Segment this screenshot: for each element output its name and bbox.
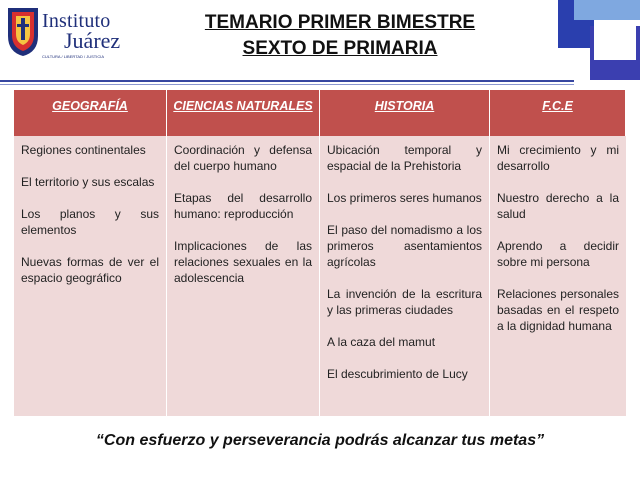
topic-item: Ubicación temporal y espacial de la Prehistoria — [327, 143, 482, 173]
topic-item: Implicaciones de las relaciones sexuales en la adolescencia — [174, 239, 312, 285]
motivational-quote: “Con esfuerzo y perseverancia podrás alcanzar tus metas” — [95, 432, 545, 449]
decorative-squares — [550, 0, 640, 80]
topic-item: El descubrimiento de Lucy — [327, 367, 468, 381]
topic-item: El territorio y sus escalas — [21, 175, 155, 189]
column-header-geografia: GEOGRAFÍA — [14, 90, 167, 136]
page-title — [160, 10, 520, 62]
logo-name-line2: Juárez — [64, 28, 121, 53]
topic-item: Los planos y sus elementos — [21, 207, 159, 237]
logo-name-line1: Instituto — [42, 10, 111, 32]
column-cell-geografia — [14, 136, 167, 416]
column-header-historia: HISTORIA — [320, 90, 490, 136]
topic-item: Coordinación y defensa del cuerpo humano — [174, 143, 312, 173]
topic-item: Regiones continentales — [21, 143, 146, 157]
column-header-ciencias-naturales: CIENCIAS NATURALES — [167, 90, 320, 136]
topic-item: El paso del nomadismo a los primeros asentamientos agrícolas — [327, 223, 482, 269]
syllabus-table — [14, 90, 626, 416]
topic-item: Nuevas formas de ver el espacio geográfico — [21, 255, 159, 285]
crest-icon — [6, 6, 40, 58]
topic-item: Nuestro derecho a la salud — [497, 191, 619, 221]
column-cell-historia — [320, 136, 490, 416]
column-cell-fce — [490, 136, 626, 416]
title-line1: TEMARIO PRIMER BIMESTRE — [204, 12, 476, 33]
topic-item: Mi crecimiento y mi desarrollo — [497, 143, 619, 173]
logo-motto: CULTURA / LIBERTAD / JUSTICIA — [42, 54, 105, 59]
topic-item: Etapas del desarrollo humano: reproducción — [174, 191, 312, 221]
topic-item: Aprendo a decidir sobre mi persona — [497, 239, 619, 269]
deco-square — [594, 20, 636, 60]
topic-item: La invención de la escritura y las primeras ciudades — [327, 287, 482, 317]
topic-item: A la caza del mamut — [327, 335, 436, 349]
column-header-fce: F.C.E — [490, 90, 626, 136]
title-line2: SEXTO DE PRIMARIA — [242, 38, 438, 59]
deco-square — [574, 0, 640, 20]
topic-item: Relaciones personales basadas en el respeto a la dignidad humana — [497, 287, 619, 333]
institution-logo — [6, 6, 154, 62]
header-divider-thin — [0, 84, 574, 85]
topic-item: Los primeros seres humanos — [327, 191, 482, 205]
column-cell-ciencias-naturales — [167, 136, 320, 416]
header-divider — [0, 80, 574, 82]
